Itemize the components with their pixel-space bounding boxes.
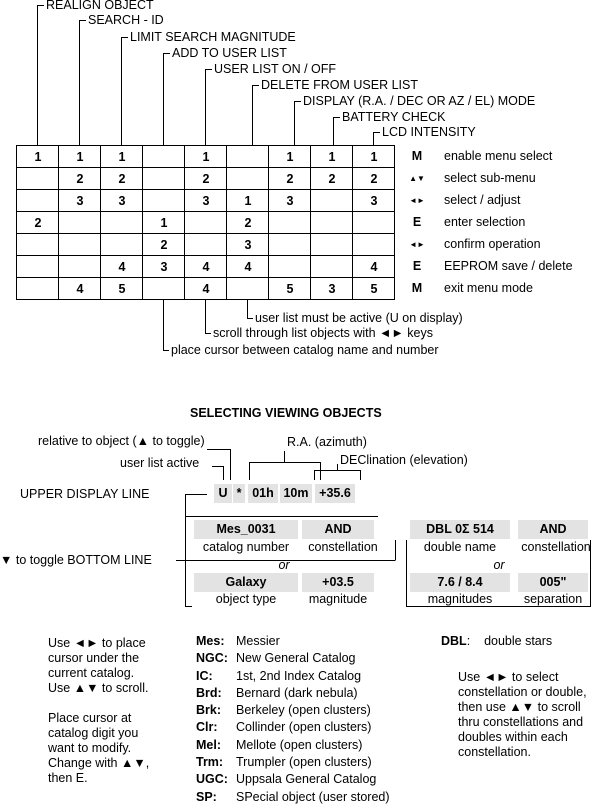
instructions-left [48, 636, 149, 786]
menu-table-cell: 1 [370, 150, 378, 164]
menu-table-cell: 2 [370, 172, 378, 186]
menu-label-delete-user-list: DELETE FROM USER LIST [261, 78, 418, 92]
bottom-line-toggle-label: ▼ to toggle BOTTOM LINE [0, 553, 152, 567]
menu-table-cell: 4 [202, 260, 210, 274]
menu-table-cell: 5 [286, 282, 294, 296]
catalog-name: Bernard (dark nebula) [236, 685, 358, 700]
label-relative-to-object: relative to object (▲ to toggle) [38, 434, 205, 448]
catalog-abbr: Clr: [196, 720, 218, 735]
menu-table-cell: 4 [370, 260, 378, 274]
menu-table-cell: 3 [202, 194, 210, 208]
catalog-entry [196, 738, 390, 755]
section-title: SELECTING VIEWING OBJECTS [190, 406, 382, 420]
catalog-abbr: Brk: [196, 703, 222, 718]
menu-table-cell: 3 [244, 238, 252, 252]
constellation-box-right: AND [518, 520, 588, 539]
key-symbol: E [412, 215, 422, 229]
object-type-box: Galaxy [194, 573, 298, 592]
catalog-abbr: IC: [196, 668, 213, 683]
dbl-name: double stars [484, 634, 553, 648]
catalog-abbr: Trm: [196, 755, 224, 770]
key-symbol: M [411, 149, 423, 163]
label-ra-azimuth: R.A. (azimuth) [287, 435, 367, 449]
display-user-list-flag: U [214, 484, 232, 503]
label-declination: DEClination (elevation) [340, 453, 468, 467]
object-type-caption: object type [215, 592, 277, 606]
catalog-name: Messier [236, 634, 280, 648]
dbl-abbr: DBL [441, 634, 467, 648]
display-ra-hours: 01h [248, 484, 278, 503]
instruction-line: Use ◄► to place [48, 636, 146, 650]
menu-label-user-list-toggle: USER LIST ON / OFF [214, 62, 337, 76]
menu-table-cell: 2 [160, 238, 168, 252]
instruction-line: constellation or double, [458, 685, 587, 699]
menu-table-cell: 3 [76, 194, 84, 208]
catalog-entry [196, 772, 390, 789]
instruction-line: Use ◄► to select [458, 670, 559, 684]
catalog-abbr: Mel: [196, 737, 221, 752]
or-separator-right: or [493, 558, 505, 572]
menu-label-limit-search: LIMIT SEARCH MAGNITUDE [130, 30, 296, 44]
menu-table-cell: 3 [328, 282, 336, 296]
display-ra-minutes: 10m [280, 484, 312, 503]
label-user-list-active: user list active [120, 456, 200, 470]
menu-table-cell: 5 [370, 282, 378, 296]
note-place-cursor: place cursor between catalog name and number [171, 343, 439, 357]
menu-label-add-user-list: ADD TO USER LIST [172, 46, 287, 60]
separation-caption: separation [523, 592, 583, 606]
menu-table-cell: 2 [286, 172, 294, 186]
note-user-list-active: user list must be active (U on display) [255, 311, 463, 325]
key-description: exit menu mode [444, 281, 533, 295]
menu-table-cell: 2 [244, 216, 252, 230]
catalog-entry [196, 790, 390, 807]
instruction-line: thru constellations and [458, 715, 584, 729]
menu-table-cell: 2 [328, 172, 336, 186]
instruction-line: want to modify. [48, 741, 132, 755]
note-scroll-list: scroll through list objects with ◄► keys [213, 326, 433, 340]
magnitude-caption: magnitude [308, 592, 368, 606]
menu-label-battery-check: BATTERY CHECK [342, 110, 446, 124]
catalog-name: 1st, 2nd Index Catalog [236, 668, 362, 683]
menu-table-cell: 2 [118, 172, 126, 186]
dbl-legend: DBL: double stars [441, 634, 553, 648]
menu-label-search-id: SEARCH - ID [88, 13, 164, 27]
double-name-box: DBL 0Σ 514 [410, 520, 510, 539]
menu-label-display-mode: DISPLAY (R.A. / DEC OR AZ / EL) MODE [303, 94, 536, 108]
catalog-entry [196, 669, 390, 686]
menu-label-lcd-intensity: LCD INTENSITY [382, 125, 476, 139]
menu-table-cell: 1 [244, 194, 252, 208]
key-description: select / adjust [444, 193, 521, 207]
instruction-line: Place cursor at [48, 711, 132, 725]
instructions-right [458, 670, 587, 760]
menu-table-cell: 1 [202, 150, 210, 164]
catalog-name: Collinder (open clusters) [236, 720, 372, 735]
catalog-entry [196, 755, 390, 772]
menu-table-cell: 1 [34, 150, 42, 164]
instruction-line: Change with ▲▼, [48, 756, 150, 770]
catalog-entry [196, 720, 390, 737]
key-description: select sub-menu [444, 171, 536, 185]
menu-table-cell: 4 [118, 260, 126, 274]
catalog-entry [196, 686, 390, 703]
key-symbol: ◄► [409, 240, 425, 249]
catalog-entry [196, 651, 390, 668]
instruction-line: catalog digit you [48, 726, 139, 740]
menu-table-cell: 1 [286, 150, 294, 164]
or-separator-left: or [278, 558, 290, 572]
menu-table-cell: 1 [118, 150, 126, 164]
menu-table-cell: 2 [202, 172, 210, 186]
catalog-entry [196, 634, 390, 651]
menu-table-cell: 2 [34, 216, 42, 230]
key-description: enable menu select [444, 149, 553, 163]
key-symbol: E [412, 259, 422, 273]
instruction-line: constellation. [458, 745, 531, 759]
catalog-name: New General Catalog [236, 651, 356, 666]
instruction-line: then use ▲▼ to scroll [458, 700, 581, 714]
catalog-entry [196, 703, 390, 720]
catalog-name: Uppsala General Catalog [236, 772, 377, 787]
menu-table-cell: 4 [76, 282, 84, 296]
magnitude-box: +03.5 [302, 573, 374, 592]
catalog-name: Mellote (open clusters) [236, 737, 363, 752]
menu-table-cell: 2 [76, 172, 84, 186]
catalog-name: Berkeley (open clusters) [236, 703, 371, 718]
catalog-name: Trumpler (open clusters) [236, 755, 372, 770]
upper-display-line-label: UPPER DISPLAY LINE [20, 487, 150, 501]
key-symbol: ◄► [409, 196, 425, 205]
catalog-number-caption: catalog number [202, 540, 290, 554]
separation-box: 005" [518, 573, 588, 592]
key-symbol: ▲▼ [409, 174, 425, 183]
instruction-line: doubles within each [458, 730, 568, 744]
catalog-number-box: Mes_0031 [194, 520, 298, 539]
menu-label-realign: REALIGN OBJECT [46, 0, 154, 12]
catalog-abbr: UGC: [196, 772, 228, 787]
menu-table-cell: 3 [118, 194, 126, 208]
magnitudes-box: 7.6 / 8.4 [410, 573, 510, 592]
constellation-caption-right: constellation [521, 540, 591, 554]
key-description: confirm operation [444, 237, 541, 251]
key-symbol: M [411, 281, 423, 295]
menu-table-cell: 1 [160, 216, 168, 230]
catalog-abbr: SP: [196, 789, 217, 804]
constellation-box: AND [302, 520, 374, 539]
instruction-line: then E. [48, 771, 88, 785]
display-relative-flag: * [233, 484, 245, 503]
catalog-list [196, 634, 390, 807]
catalog-abbr: Mes: [196, 634, 225, 648]
instruction-line [48, 696, 149, 711]
key-description: enter selection [444, 215, 526, 229]
instruction-line: cursor under the [48, 651, 140, 665]
instruction-line: Use ▲▼ to scroll. [48, 681, 149, 695]
menu-table-cell: 5 [118, 282, 126, 296]
menu-table-cell: 4 [244, 260, 252, 274]
catalog-abbr: Brd: [196, 685, 222, 700]
menu-table-cell: 3 [370, 194, 378, 208]
menu-table-cell: 3 [286, 194, 294, 208]
menu-table-cell: 1 [76, 150, 84, 164]
catalog-abbr: NGC: [196, 651, 228, 666]
menu-table-cell: 3 [160, 260, 168, 274]
catalog-name: SPecial object (user stored) [236, 789, 390, 804]
constellation-caption: constellation [308, 540, 378, 554]
double-name-caption: double name [423, 540, 497, 554]
magnitudes-caption: magnitudes [427, 592, 493, 606]
key-description: EEPROM save / delete [444, 259, 573, 273]
menu-table-cell: 4 [202, 282, 210, 296]
menu-table-cell: 1 [328, 150, 336, 164]
display-declination: +35.6 [315, 484, 355, 503]
instruction-line: current catalog. [48, 666, 135, 680]
